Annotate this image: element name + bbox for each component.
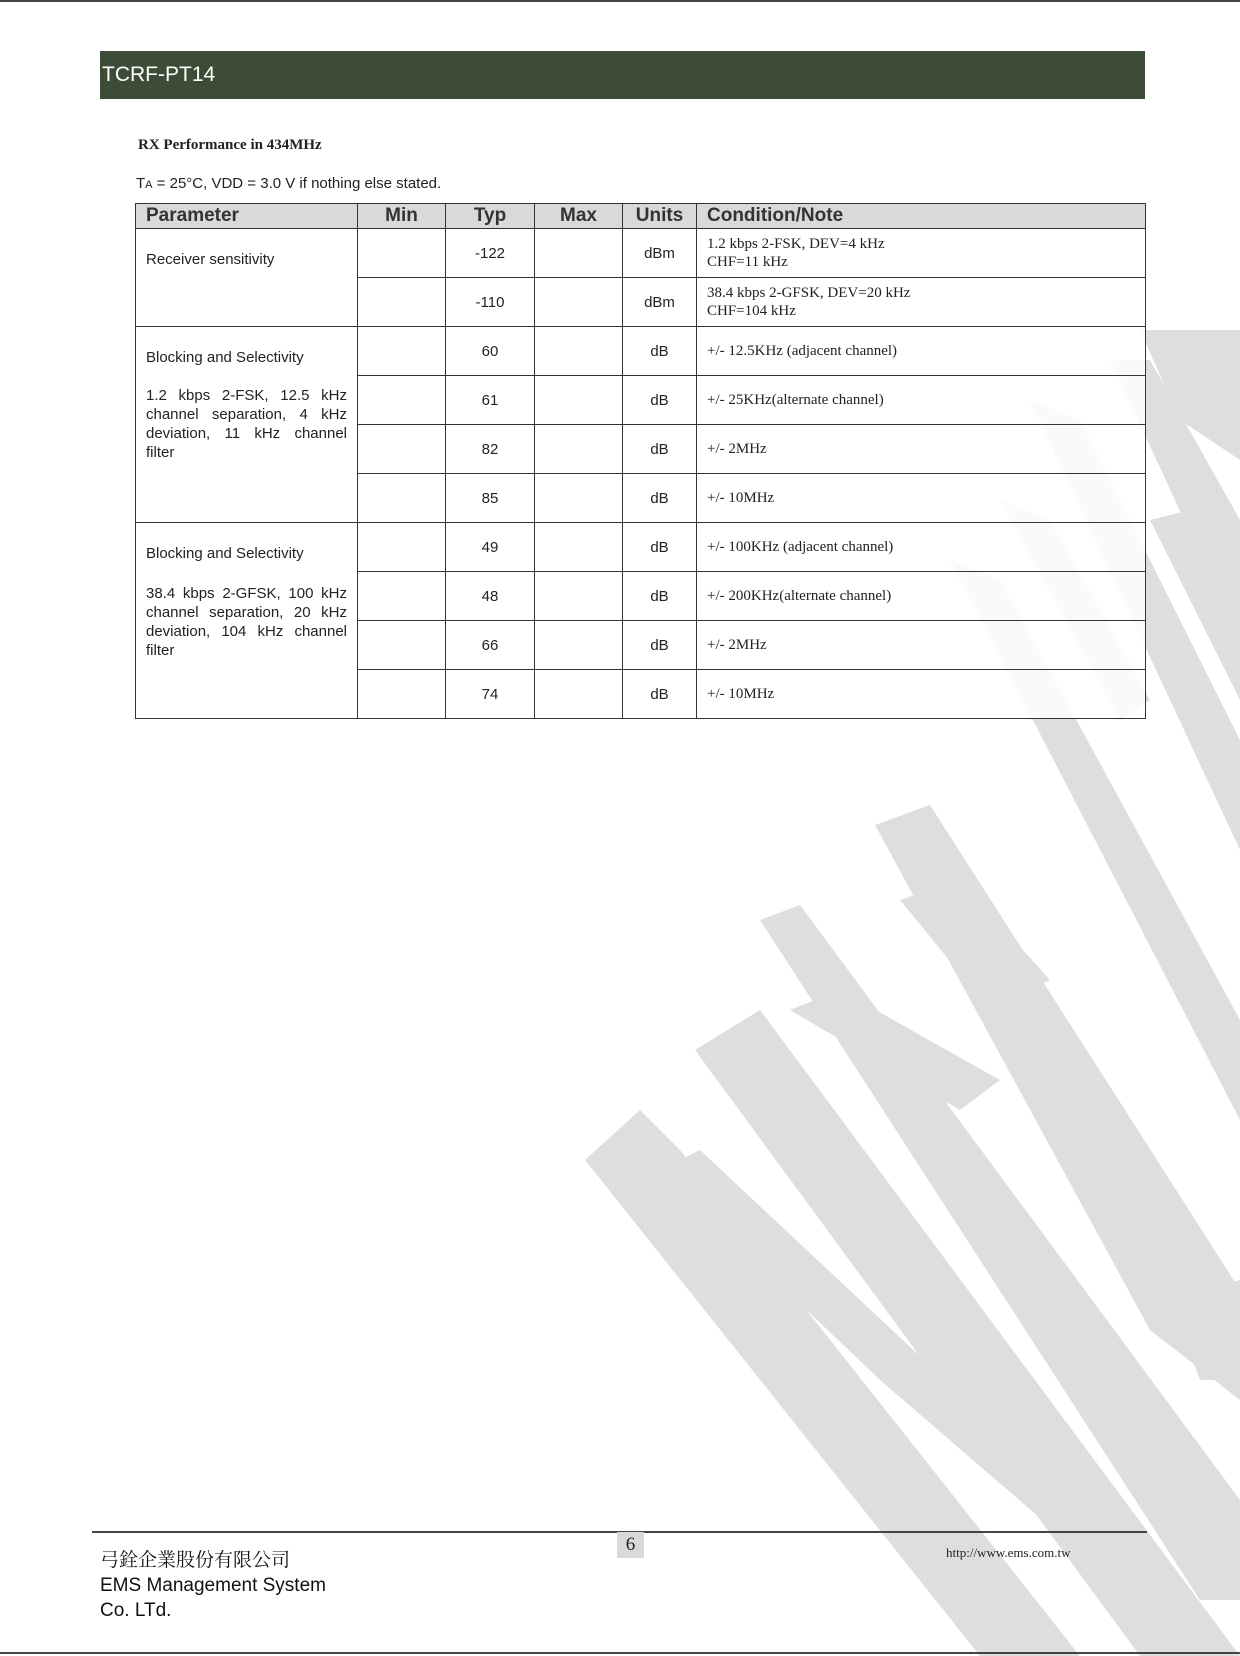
min-cell bbox=[358, 523, 446, 572]
parameter-cell bbox=[136, 523, 358, 719]
min-cell bbox=[358, 327, 446, 376]
max-cell bbox=[535, 621, 623, 670]
conditions-subscript: A bbox=[145, 179, 153, 191]
units-cell: dBm bbox=[623, 278, 697, 327]
col-header-max: Max bbox=[535, 204, 623, 229]
typ-cell: 49 bbox=[446, 523, 535, 572]
min-cell bbox=[358, 474, 446, 523]
table-header-row bbox=[136, 204, 1146, 229]
typ-cell: -122 bbox=[446, 229, 535, 278]
company-name-line1: EMS Management System bbox=[100, 1575, 326, 1596]
company-name-chinese: 弓銓企業股份有限公司 bbox=[100, 1550, 291, 1571]
units-cell: dB bbox=[623, 376, 697, 425]
max-cell bbox=[535, 670, 623, 719]
document-title: TCRF-PT14 bbox=[102, 63, 216, 86]
note-cell: +/- 10MHz bbox=[697, 670, 1146, 719]
units-cell: dB bbox=[623, 327, 697, 376]
typ-cell: 48 bbox=[446, 572, 535, 621]
note-line: 1.2 kbps 2-FSK, DEV=4 kHz bbox=[707, 236, 885, 252]
units-cell: dB bbox=[623, 523, 697, 572]
max-cell bbox=[535, 278, 623, 327]
note-cell: +/- 12.5KHz (adjacent channel) bbox=[697, 327, 1146, 376]
col-header-parameter: Parameter bbox=[136, 204, 358, 229]
typ-cell: 60 bbox=[446, 327, 535, 376]
max-cell bbox=[535, 425, 623, 474]
typ-cell: 82 bbox=[446, 425, 535, 474]
note-cell: +/- 2MHz bbox=[697, 621, 1146, 670]
website-url: http://www.ems.com.tw bbox=[946, 1545, 1071, 1560]
company-info bbox=[100, 1548, 326, 1623]
max-cell bbox=[535, 229, 623, 278]
page-bottom-border bbox=[0, 1652, 1240, 1654]
table-row bbox=[136, 523, 1146, 572]
units-cell: dB bbox=[623, 474, 697, 523]
typ-cell: 74 bbox=[446, 670, 535, 719]
min-cell bbox=[358, 376, 446, 425]
typ-cell: -110 bbox=[446, 278, 535, 327]
conditions-prefix: T bbox=[136, 175, 146, 192]
note-cell bbox=[697, 278, 1146, 327]
max-cell bbox=[535, 572, 623, 621]
min-cell bbox=[358, 425, 446, 474]
note-line: 38.4 kbps 2-GFSK, DEV=20 kHz bbox=[707, 285, 911, 301]
units-cell: dB bbox=[623, 572, 697, 621]
min-cell bbox=[358, 229, 446, 278]
note-line: CHF=11 kHz bbox=[707, 254, 788, 270]
max-cell bbox=[535, 474, 623, 523]
min-cell bbox=[358, 621, 446, 670]
typ-cell: 61 bbox=[446, 376, 535, 425]
note-cell: +/- 25KHz(alternate channel) bbox=[697, 376, 1146, 425]
typ-cell: 66 bbox=[446, 621, 535, 670]
parameter-name: Receiver sensitivity bbox=[146, 251, 275, 268]
max-cell bbox=[535, 327, 623, 376]
table-row bbox=[136, 327, 1146, 376]
min-cell bbox=[358, 278, 446, 327]
units-cell: dB bbox=[623, 670, 697, 719]
note-cell: +/- 100KHz (adjacent channel) bbox=[697, 523, 1146, 572]
parameter-cell bbox=[136, 327, 358, 523]
col-header-units: Units bbox=[623, 204, 697, 229]
parameter-description: 1.2 kbps 2-FSK, 12.5 kHz channel separation, 4 kHz deviation, 11 kHz channel filter bbox=[146, 387, 347, 461]
parameter-name: Blocking and Selectivity bbox=[146, 545, 304, 562]
col-header-condition: Condition/Note bbox=[697, 204, 1146, 229]
note-cell: +/- 200KHz(alternate channel) bbox=[697, 572, 1146, 621]
page-number: 6 bbox=[617, 1532, 644, 1558]
units-cell: dBm bbox=[623, 229, 697, 278]
table-row bbox=[136, 229, 1146, 278]
min-cell bbox=[358, 572, 446, 621]
parameter-description: 38.4 kbps 2-GFSK, 100 kHz channel separation, 20 kHz deviation, 104 kHz channel filter bbox=[146, 585, 347, 659]
section-title: RX Performance in 434MHz bbox=[138, 137, 322, 153]
document-header-bar bbox=[100, 51, 1145, 99]
company-name-line2: Co. LTd. bbox=[100, 1600, 172, 1621]
col-header-typ: Typ bbox=[446, 204, 535, 229]
units-cell: dB bbox=[623, 621, 697, 670]
note-cell: +/- 2MHz bbox=[697, 425, 1146, 474]
parameter-name: Blocking and Selectivity bbox=[146, 349, 304, 366]
note-line: CHF=104 kHz bbox=[707, 303, 796, 319]
typ-cell: 85 bbox=[446, 474, 535, 523]
test-conditions bbox=[136, 175, 441, 192]
col-header-min: Min bbox=[358, 204, 446, 229]
parameter-cell bbox=[136, 229, 358, 327]
max-cell bbox=[535, 523, 623, 572]
units-cell: dB bbox=[623, 425, 697, 474]
max-cell bbox=[535, 376, 623, 425]
rx-performance-table bbox=[135, 203, 1146, 719]
note-cell: +/- 10MHz bbox=[697, 474, 1146, 523]
min-cell bbox=[358, 670, 446, 719]
note-cell bbox=[697, 229, 1146, 278]
conditions-text: = 25°C, VDD = 3.0 V if nothing else stated. bbox=[152, 175, 442, 192]
